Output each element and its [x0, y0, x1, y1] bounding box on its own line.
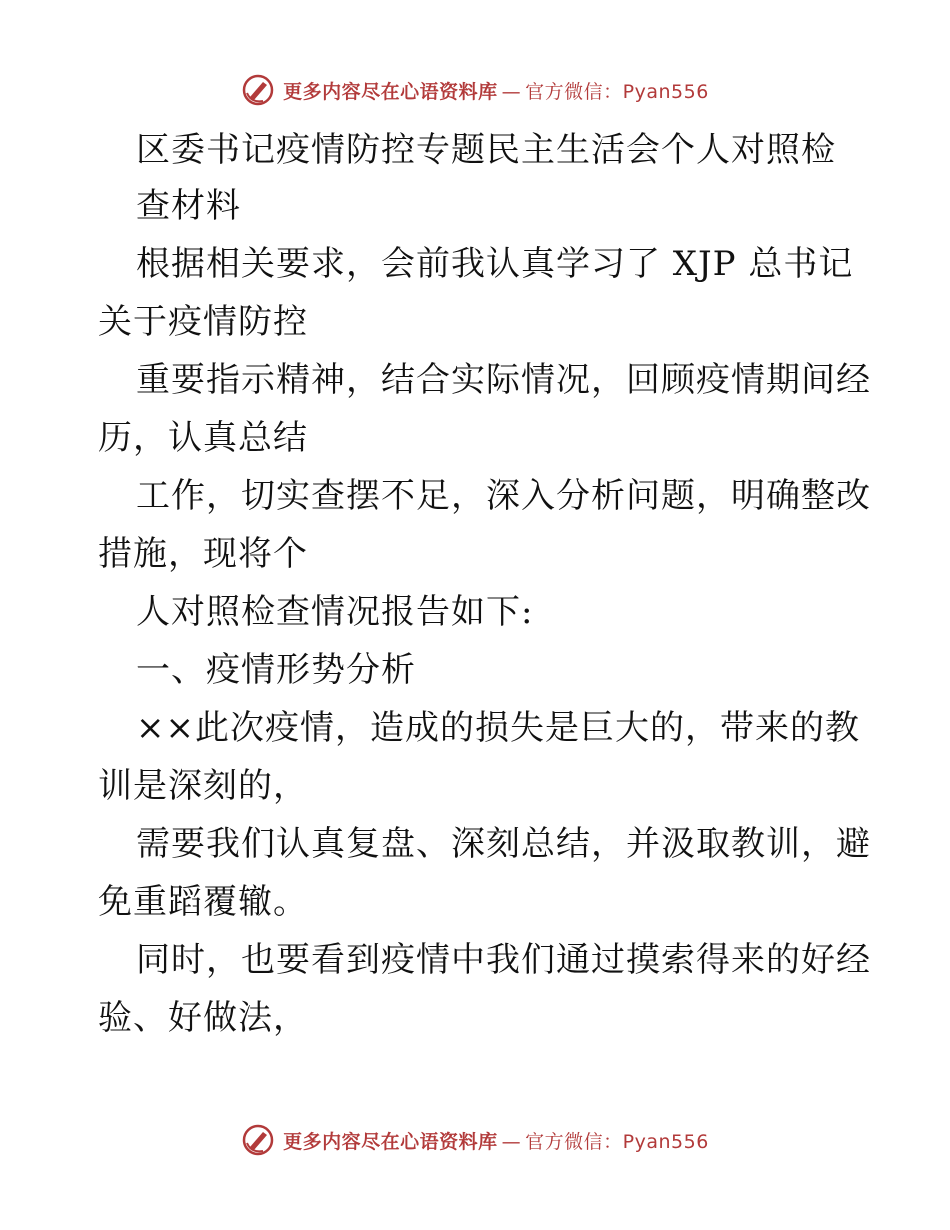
paragraph-line: 同时，也要看到疫情中我们通过摸索得来的好经 — [136, 940, 871, 980]
header-wechat: 官方微信：Pyan556 — [525, 80, 709, 103]
pen-swirl-logo-icon — [241, 1123, 275, 1157]
header-banner — [0, 70, 950, 110]
footer-separator: — — [501, 1130, 522, 1153]
paragraph-line: 人对照检查情况报告如下: — [136, 592, 534, 632]
paragraph-line: 训是深刻的， — [98, 766, 308, 806]
paragraph-line: 验、好做法， — [98, 998, 308, 1038]
paragraph-line: 措施，现将个 — [98, 534, 308, 574]
paragraph-line: ××此次疫情，造成的损失是巨大的，带来的教 — [136, 708, 860, 748]
section-heading: 一、疫情形势分析 — [136, 650, 416, 690]
footer-site-name: 更多内容尽在心语资料库 — [283, 1130, 498, 1153]
document-title-line-1: 区委书记疫情防控专题民主生活会个人对照检 — [136, 130, 836, 170]
header-separator: — — [501, 80, 522, 103]
paragraph-line: 根据相关要求，会前我认真学习了 XJP 总书记 — [136, 244, 854, 284]
paragraph-line: 需要我们认真复盘、深刻总结，并汲取教训，避 — [136, 824, 871, 864]
pen-swirl-logo-icon — [241, 73, 275, 107]
paragraph-line: 免重蹈覆辙。 — [98, 882, 308, 922]
footer-wechat: 官方微信：Pyan556 — [525, 1130, 709, 1153]
paragraph-line: 历，认真总结 — [98, 418, 308, 458]
header-banner-text — [283, 77, 709, 104]
footer-banner — [0, 1120, 950, 1160]
document-title-line-2: 查材料 — [136, 186, 241, 226]
paragraph-line: 工作，切实查摆不足，深入分析问题，明确整改 — [136, 476, 871, 516]
paragraph-line: 重要指示精神，结合实际情况，回顾疫情期间经 — [136, 360, 871, 400]
footer-banner-text — [283, 1127, 709, 1154]
header-site-name: 更多内容尽在心语资料库 — [283, 80, 498, 103]
paragraph-line: 关于疫情防控 — [98, 302, 308, 342]
